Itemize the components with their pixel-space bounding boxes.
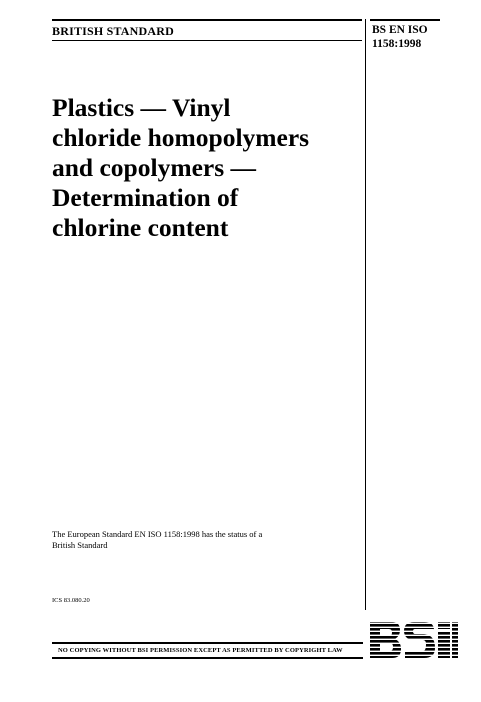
- ics-code: ICS 83.080.20: [52, 597, 90, 604]
- copyright-notice: NO COPYING WITHOUT BSI PERMISSION EXCEPT AS PERMITTED BY COPYRIGHT LAW: [58, 647, 343, 654]
- document-title: [52, 93, 362, 243]
- footer-top-rule: [52, 642, 363, 644]
- footer-bottom-rule: [52, 657, 363, 659]
- standard-number-line2: 1158:1998: [372, 38, 422, 50]
- title-line: chloride homopolymers: [52, 123, 310, 152]
- header-label: BRITISH STANDARD: [52, 24, 175, 38]
- vertical-divider: [365, 19, 366, 610]
- status-line: The European Standard EN ISO 1158:1998 has the status of a: [52, 529, 263, 539]
- title-line: and copolymers —: [52, 153, 256, 182]
- header-top-rule: [52, 19, 362, 21]
- std-number-top-rule: [370, 19, 440, 21]
- title-line: Plastics — Vinyl: [52, 93, 231, 122]
- status-line: British Standard: [52, 540, 108, 550]
- title-line: Determination of: [52, 183, 239, 212]
- bsi-logo: [368, 620, 460, 665]
- bsi-logo-graphic: [368, 620, 460, 660]
- header-bottom-rule: [52, 40, 362, 41]
- status-statement: [52, 529, 312, 551]
- title-line: chlorine content: [52, 213, 229, 242]
- standard-number: [372, 23, 428, 51]
- standard-number-line1: BS EN ISO: [372, 24, 428, 36]
